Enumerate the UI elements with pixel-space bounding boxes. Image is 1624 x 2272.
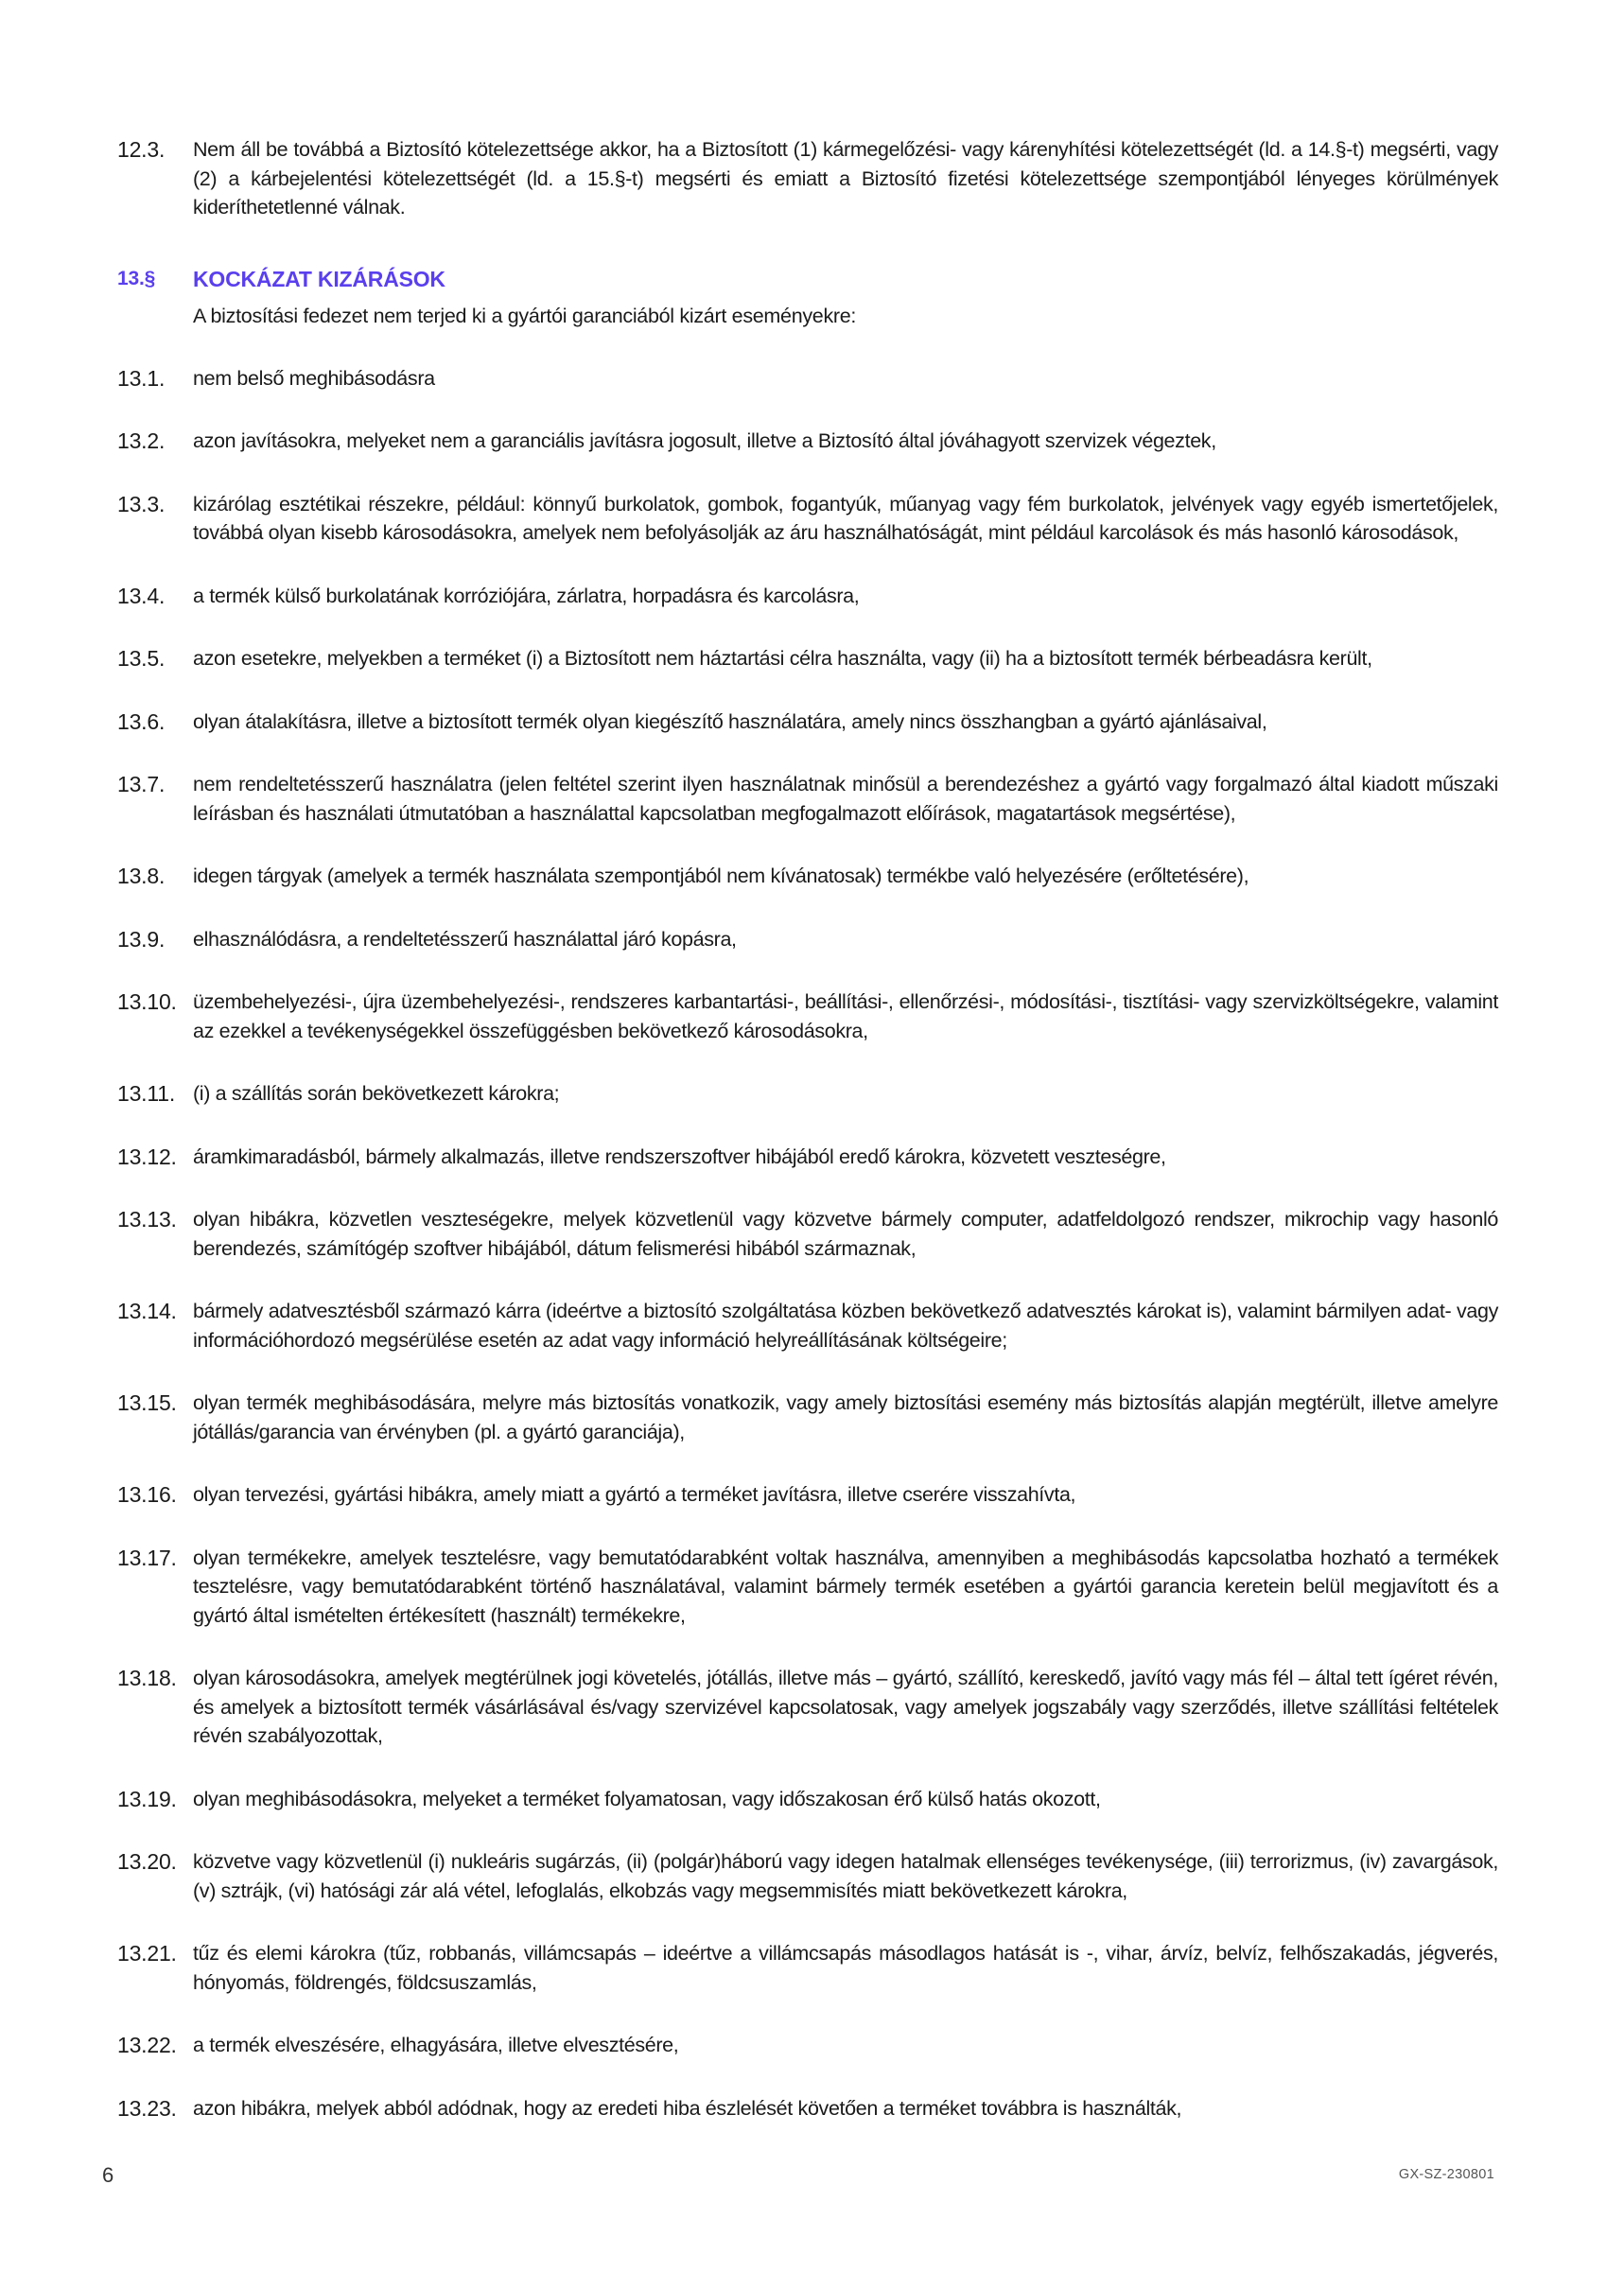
clause-number: 13.9.	[117, 926, 166, 952]
list-item	[117, 1544, 1498, 1631]
clause-number: 13.18.	[117, 1666, 177, 1690]
list-item	[117, 925, 1498, 954]
section-heading	[117, 264, 1498, 294]
clause-text: elhasználódásra, a rendeltetésszerű használattal járó kopásra,	[193, 927, 737, 951]
list-item	[117, 2094, 1498, 2123]
clause-text: olyan hibákra, közvetlen veszteségekre, melyek közvetlenül vagy közvetve bármely computer, adatfeldolgozó rendszer, mikrochip vagy hasonló berendezés, számítógép szoftver hibájából, dátum felismerési hibából származnak,	[193, 1208, 1498, 1260]
list-item	[117, 1389, 1498, 1446]
clause-text: üzembehelyezési-, újra üzembehelyezési-, rendszeres karbantartási-, beállítási-, ellenőrzési-, módosítási-, tisztítási- vagy szervizköltségekre, valamint az ezekkel a tevékenységekkel összefüggésben bekövetkező károsodásokra,	[193, 990, 1498, 1042]
clause-text: olyan termék meghibásodására, melyre más biztosítás vonatkozik, vagy amely biztosítási esemény más biztosítás alapján megtérült, illetve amelyre jótállás/garancia van érvényben (pl. a gyártó garanciája),	[193, 1391, 1498, 1443]
list-item	[117, 770, 1498, 828]
clause-number: 13.14.	[117, 1299, 177, 1323]
clause-text: bármely adatvesztésből származó kárra (ideértve a biztosító szolgáltatása közben bekövetkező adatvesztés károkat is), valamint bármilyen adat- vagy információhordozó megsérülése esetén az adat vagy információ helyreállításának költségeire;	[193, 1300, 1498, 1352]
clause-number: 13.23.	[117, 2095, 177, 2121]
list-item	[117, 364, 1498, 393]
document-code: GX-SZ-230801	[1398, 2167, 1494, 2182]
clause-text: olyan átalakításra, illetve a biztosított termék olyan kiegészítő használatára, amely nincs összhangban a gyártó ajánlásaival,	[193, 709, 1267, 733]
clause-number: 13.21.	[117, 1941, 177, 1966]
clause-number: 13.16.	[117, 1482, 177, 1507]
clause-text: azon javításokra, melyeket nem a garanciális javításra jogosult, illetve a Biztosító által jóváhagyott szervizek végeztek,	[193, 429, 1216, 452]
clause-number: 13.22.	[117, 2033, 177, 2057]
clause-text: (i) a szállítás során bekövetkezett károkra;	[193, 1082, 560, 1105]
list-item	[117, 987, 1498, 1045]
section-intro: A biztosítási fedezet nem terjed ki a gyártói garanciából kizárt eseményekre:	[193, 304, 857, 327]
clause-text: Nem áll be továbbá a Biztosító kötelezettsége akkor, ha a Biztosított (1) kármegelőzési- vagy kárenyhítési kötelezettségét (ld. a 14.§-t) megsérti, vagy (2) a kárbejelentési kötelezettségét (ld. a 15.§-t) megsérti és emiatt a Biztosító fizetési kötelezettsége szempontjából lényeges körülmények kideríthetetlenné válnak.	[193, 138, 1498, 218]
clause-number: 13.17.	[117, 1545, 177, 1570]
clause-text: olyan termékekre, amelyek tesztelésre, vagy bemutatódarabként voltak használva, amennyiben a meghibásodás kapcsolatba hozható a termékek tesztelésre, vagy bemutatódarabként történő használatával, valamint bármely termék esetében a gyártói garancia keretein belül megjavított és a gyártó által ismételten értékesített (használt) termékekre,	[193, 1546, 1498, 1627]
clause-text: olyan meghibásodásokra, melyeket a terméket folyamatosan, vagy időszakosan érő külső hatás okozott,	[193, 1787, 1101, 1810]
clause-number: 13.1.	[117, 365, 166, 391]
clause-text: azon hibákra, melyek abból adódnak, hogy az eredeti hiba észlelését követően a terméket továbbra is használták,	[193, 2096, 1182, 2120]
clause-text: idegen tárgyak (amelyek a termék használata szempontjából nem kívánatosak) termékbe való helyezésére (erőltetésére),	[193, 865, 1249, 887]
clause-number: 13.19.	[117, 1786, 177, 1811]
list-item	[117, 644, 1498, 673]
list-item	[117, 1785, 1498, 1814]
clause-text: nem rendeltetésszerű használatra (jelen feltétel szerint ilyen használatnak minősül a berendezéshez a gyártó vagy forgalmazó által kiadott műszaki leírásban és használati útmutatóban a használattal kapcsolatban megfogalmazott előírások, magatartások megsértése),	[193, 773, 1498, 825]
clause-number: 12.3.	[117, 137, 166, 162]
clause-number: 13.10.	[117, 989, 177, 1014]
exclusion-list	[117, 364, 1498, 2123]
clause-number: 13.15.	[117, 1390, 177, 1415]
clause-12-3	[117, 135, 1498, 222]
list-item	[117, 1939, 1498, 1997]
clause-text: kizárólag esztétikai részekre, például: könnyű burkolatok, gombok, fogantyúk, műanyag vagy fém burkolatok, jelvények vagy egyéb ismertetőjelek, továbbá olyan kisebb károsodásokra, amelyek nem befolyásolják az áru használhatóságát, mint például karcolások és más hasonló károsodások,	[193, 492, 1498, 544]
clause-number: 13.2.	[117, 428, 166, 453]
list-item	[117, 862, 1498, 891]
document-page	[117, 135, 1498, 2157]
list-item	[117, 490, 1498, 548]
clause-number: 13.13.	[117, 1207, 177, 1232]
clause-number: 13.8.	[117, 864, 166, 888]
list-item	[117, 1205, 1498, 1263]
clause-text: tűz és elemi károkra (tűz, robbanás, villámcsapás – ideértve a villámcsapás másodlagos hatását is -, vihar, árvíz, belvíz, felhőszakadás, jégverés, hónyomás, földrengés, földcsuszamlás,	[193, 1942, 1498, 1994]
clause-text: azon esetekre, melyekben a terméket (i) a Biztosított nem háztartási célra használta, vagy (ii) ha a biztosított termék bérbeadásra került,	[193, 647, 1372, 670]
list-item	[117, 1847, 1498, 1905]
clause-number: 13.6.	[117, 708, 166, 734]
section-number: 13.§	[117, 267, 156, 289]
list-item	[117, 2031, 1498, 2060]
list-item	[117, 1664, 1498, 1751]
clause-number: 13.3.	[117, 491, 166, 516]
clause-number: 13.20.	[117, 1849, 177, 1874]
clause-text: áramkimaradásból, bármely alkalmazás, illetve rendszerszoftver hibájából eredő károkra, közvetett veszteségre,	[193, 1145, 1166, 1168]
list-item	[117, 1480, 1498, 1510]
clause-text: olyan károsodásokra, amelyek megtérülnek jogi követelés, jótállás, illetve más – gyártó, szállító, kereskedő, javító vagy más fél – által tett ígéret révén, és amelyek a biztosított termék vásárlásával és/vagy szervizével kapcsolatosak, vagy amelyek jogszabály vagy szerződés, illetve szállítási feltételek révén szabályozottak,	[193, 1667, 1498, 1747]
clause-text: olyan tervezési, gyártási hibákra, amely miatt a gyártó a terméket javításra, illetve cserére visszahívta,	[193, 1483, 1076, 1506]
list-item	[117, 582, 1498, 611]
clause-number: 13.7.	[117, 772, 166, 796]
list-item	[117, 1079, 1498, 1109]
clause-number: 13.4.	[117, 583, 166, 608]
section-title: KOCKÁZAT KIZÁRÁSOK	[193, 266, 445, 291]
clause-number: 13.12.	[117, 1144, 177, 1169]
list-item	[117, 1143, 1498, 1172]
page-number: 6	[102, 2163, 114, 2187]
clause-number: 13.5.	[117, 646, 166, 671]
clause-number: 13.11.	[117, 1081, 176, 1106]
clause-text: közvetve vagy közvetlenül (i) nukleáris sugárzás, (ii) (polgár)háború vagy idegen hatalmak ellenséges tevékenysége, (iii) terrorizmus, (iv) zavargások, (v) sztrájk, (vi) hatósági zár alá vétel, lefoglalás, elkobzás vagy megsemmisítés miatt bekövetkezett károkra,	[193, 1850, 1498, 1902]
list-item	[117, 708, 1498, 737]
clause-text: nem belső meghibásodásra	[193, 366, 435, 390]
clause-text: a termék külső burkolatának korróziójára, zárlatra, horpadásra és karcolásra,	[193, 584, 860, 607]
clause-text: a termék elveszésére, elhagyására, illetve elvesztésére,	[193, 2034, 679, 2056]
list-item	[117, 427, 1498, 456]
list-item	[117, 1297, 1498, 1354]
